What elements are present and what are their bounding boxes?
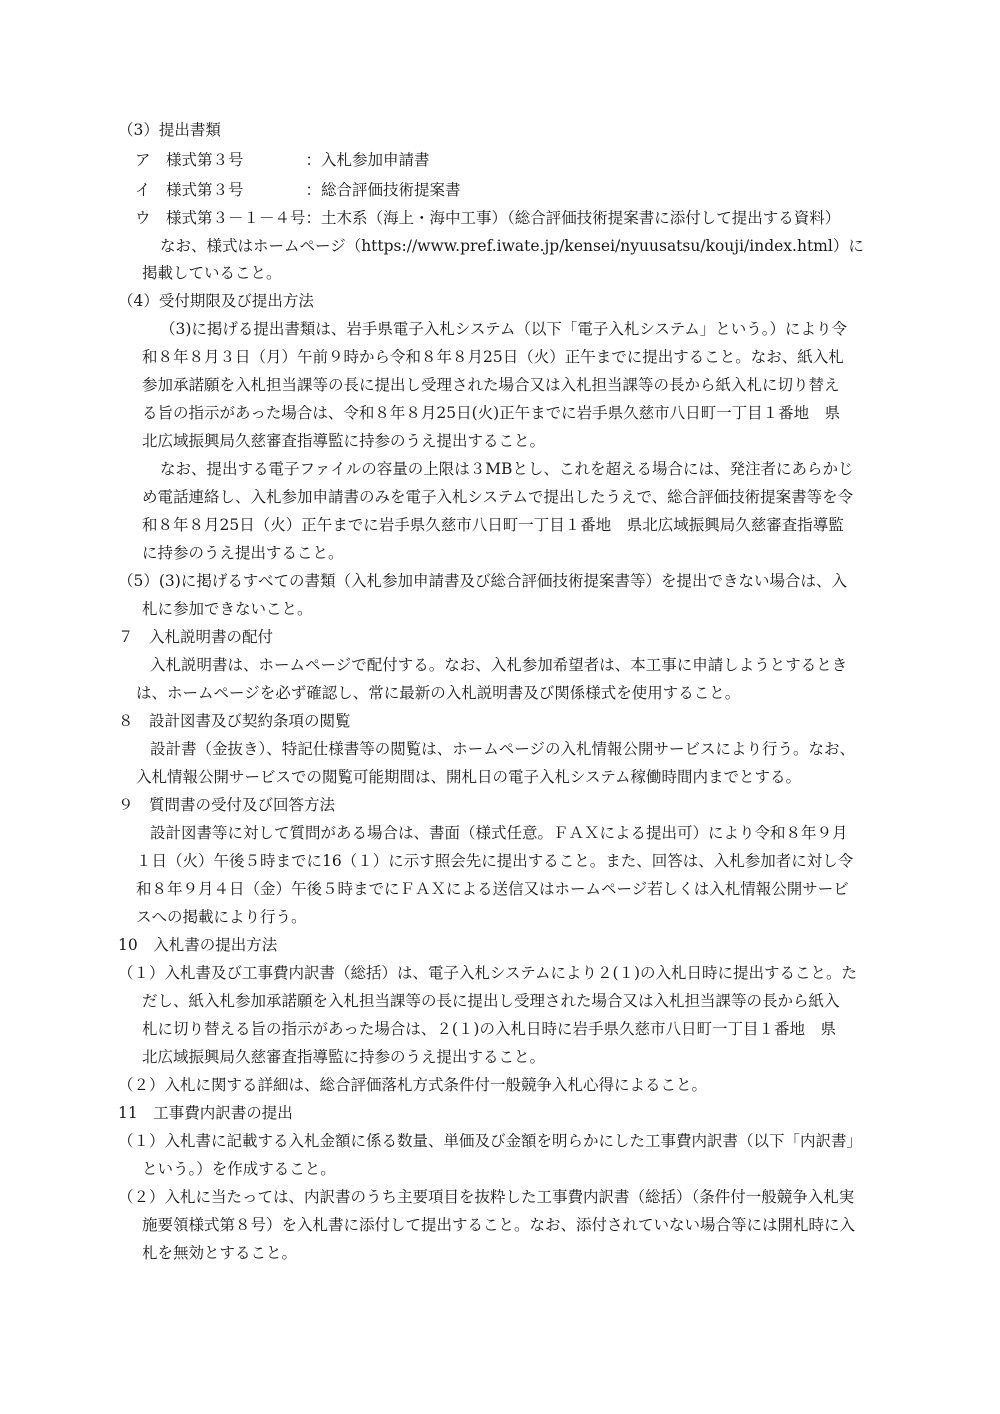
paragraph-line: め電話連絡し、入札参加申請書のみを電子入札システムで提出したうえで、総合評価技術提案書等を令 xyxy=(142,488,854,506)
paragraph-line: （3)に掲げる提出書類は、岩手県電子入札システム（以下「電子入札システム」という。）により令 xyxy=(160,320,848,338)
paragraph-line: 参加承諾願を入札担当課等の長に提出し受理された場合又は入札担当課等の長から紙入札に切り替え xyxy=(142,376,840,394)
paragraph-line: 和８年８月３日（月）午前９時から令和８年８月25日（火）正午までに提出すること。なお、紙入札 xyxy=(142,348,844,366)
paragraph-line: という。）を作成すること。 xyxy=(142,1160,336,1178)
paragraph-line: 設計図書等に対して質問がある場合は、書面（様式任意。ＦＡＸによる提出可）により令和８年９月 xyxy=(150,824,848,842)
paragraph-line: １日（火）午後５時までに16（１）に示す照会先に提出すること。また、回答は、入札参加者に対し令 xyxy=(136,852,854,870)
paragraph-line: 設計書（金抜き）、特記仕様書等の閲覧は、ホームページの入札情報公開サービスにより行う。なお、 xyxy=(150,740,855,758)
paragraph-line: 入札情報公開サービスでの閲覧可能期間は、開札日の電子入札システム稼働時間内までとする。 xyxy=(136,768,801,786)
paragraph-line: 和８年８月25日（火）正午までに岩手県久慈市八日町一丁目１番地 県北広域振興局久慈審査指導監 xyxy=(142,516,844,534)
section-heading-submission-documents: （3）提出書類 xyxy=(118,121,221,139)
paragraph-line: 札に参加できないこと。 xyxy=(142,600,313,618)
paragraph-line: 施要領様式第８号）を入札書に添付して提出すること。なお、添付されていない場合等には開札時に入 xyxy=(142,1216,856,1234)
section-heading-8: ８ 設計図書及び契約条項の閲覧 xyxy=(118,712,351,730)
list-item-form-3-proposal: イ 様式第３号 ：総合評価技術提案書 xyxy=(135,181,461,199)
paragraph-line: 入札説明書は、ホームページで配付する。なお、入札参加希望者は、本工事に申請しようとするとき xyxy=(150,656,848,674)
paragraph-line: だし、紙入札参加承諾願を入札担当課等の長に提出し受理された場合又は入札担当課等の長から紙入 xyxy=(142,992,840,1010)
paragraph-line: スへの掲載により行う。 xyxy=(136,908,307,926)
paragraph-line: なお、様式はホームページ（https://www.pref.iwate.jp/kensei/nyuusatsu/kouji/index.html）に xyxy=(160,237,864,255)
section-heading-deadline-method: （4）受付期限及び提出方法 xyxy=(118,292,314,310)
section-heading-9: ９ 質問書の受付及び回答方法 xyxy=(118,796,336,814)
paragraph-line: 和８年９月４日（金）午後５時までにＦＡＸによる送信又はホームページ若しくは入札情報公開サービ xyxy=(136,880,849,898)
list-item-form-3-application: ア 様式第３号 ：入札参加申請書 xyxy=(135,151,430,169)
section-item-10-1: （１）入札書及び工事費内訳書（総括）は、電子入札システムにより２(１)の入札日時に提出すること。た xyxy=(118,964,858,982)
paragraph-line: 札を無効とすること。 xyxy=(142,1244,298,1262)
paragraph-line: 北広域振興局久慈審査指導監に持参のうえ提出すること。 xyxy=(142,432,546,450)
paragraph-line: 北広域振興局久慈審査指導監に持参のうえ提出すること。 xyxy=(142,1048,546,1066)
section-heading-7: ７ 入札説明書の配付 xyxy=(118,628,274,646)
paragraph-line: 掲載していること。 xyxy=(142,264,282,282)
section-item-11-1: （１）入札書に記載する入札金額に係る数量、単価及び金額を明らかにした工事費内訳書（以下「内訳書」 xyxy=(118,1132,863,1150)
section-item-5: （5）(3)に掲げるすべての書類（入札参加申請書及び総合評価技術提案書等）を提出できない場合は、入 xyxy=(118,572,848,590)
section-item-10-2: （２）入札に関する詳細は、総合評価落札方式条件付一般競争入札心得によること。 xyxy=(118,1076,708,1094)
section-heading-10: 10 入札書の提出方法 xyxy=(118,936,278,954)
paragraph-line: 札に切り替える旨の指示があった場合は、２(１)の入札日時に岩手県久慈市八日町一丁目１番地 県 xyxy=(142,1020,836,1038)
section-item-11-2: （２）入札に当たっては、内訳書のうち主要項目を抜粋した工事費内訳書（総括）（条件付一般競争入札実 xyxy=(118,1188,855,1206)
paragraph-line: は、ホームページを必ず確認し、常に最新の入札説明書及び関係様式を使用すること。 xyxy=(136,684,741,702)
paragraph-line: る旨の指示があった場合は、令和８年８月25日(火)正午までに岩手県久慈市八日町一丁目１番地 県 xyxy=(142,404,841,422)
paragraph-line: なお、提出する電子ファイルの容量の上限は３MBとし、これを超える場合には、発注者にあらかじ xyxy=(160,460,854,478)
paragraph-line: に持参のうえ提出すること。 xyxy=(142,544,344,562)
list-item-form-3-1-4: ウ 様式第３－１－４号：土木系（海上・海中工事）（総合評価技術提案書に添付して提出する資料） xyxy=(135,209,841,227)
section-heading-11: 11 工事費内訳書の提出 xyxy=(118,1104,293,1122)
